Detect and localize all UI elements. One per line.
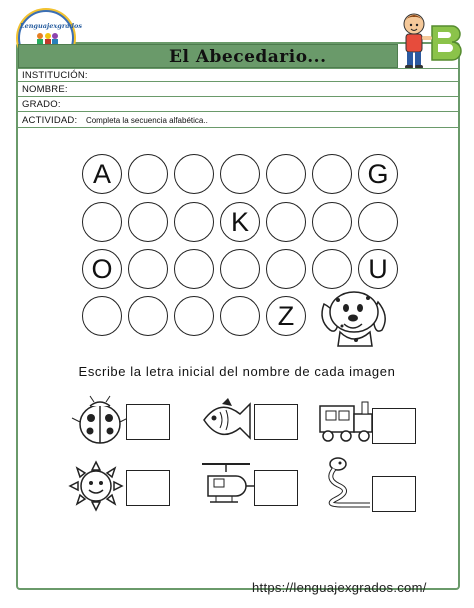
field-grado[interactable] bbox=[18, 98, 458, 112]
letter-circle[interactable] bbox=[174, 249, 214, 289]
letter-circle[interactable] bbox=[174, 296, 214, 336]
letter-circle[interactable] bbox=[174, 154, 214, 194]
letter-circle[interactable] bbox=[82, 202, 122, 242]
letter-circle-z[interactable]: Z bbox=[266, 296, 306, 336]
instruction-text: Escribe la letra inicial del nombre de cada imagen bbox=[78, 364, 396, 379]
answer-box-train[interactable] bbox=[372, 408, 416, 444]
letter-circle[interactable] bbox=[128, 249, 168, 289]
answer-box-snake[interactable] bbox=[372, 476, 416, 512]
page-title: El Abecedario... bbox=[169, 47, 327, 67]
field-value: Completa la secuencia alfabética.. bbox=[85, 116, 208, 125]
answer-box-helicopter[interactable] bbox=[254, 470, 298, 506]
letter-circle[interactable] bbox=[358, 202, 398, 242]
field-label: ACTIVIDAD: bbox=[22, 115, 78, 126]
letter-circle[interactable] bbox=[174, 202, 214, 242]
letter-circle[interactable] bbox=[266, 154, 306, 194]
letter-circle[interactable] bbox=[266, 249, 306, 289]
fish-icon bbox=[196, 394, 256, 446]
letter-circle[interactable] bbox=[128, 296, 168, 336]
letter-circle-g[interactable]: G bbox=[358, 154, 398, 194]
answer-box-ladybug[interactable] bbox=[126, 404, 170, 440]
letter-circle[interactable] bbox=[128, 202, 168, 242]
ladybug-icon bbox=[70, 394, 130, 446]
helicopter-icon bbox=[196, 458, 256, 510]
letter-circle-o[interactable]: O bbox=[82, 249, 122, 289]
letter-circle[interactable] bbox=[266, 202, 306, 242]
train-icon bbox=[316, 392, 376, 444]
letter-circle[interactable] bbox=[82, 296, 122, 336]
letter-circle[interactable] bbox=[220, 154, 260, 194]
letter-circle[interactable] bbox=[312, 154, 352, 194]
field-label: GRADO: bbox=[22, 99, 61, 110]
field-label: NOMBRE: bbox=[22, 84, 68, 95]
site-url-link[interactable]: https://lenguajexgrados.com/ bbox=[252, 580, 427, 595]
letter-circle-a[interactable]: A bbox=[82, 154, 122, 194]
letter-circle[interactable] bbox=[312, 202, 352, 242]
letter-circle[interactable] bbox=[220, 296, 260, 336]
answer-box-sun[interactable] bbox=[126, 470, 170, 506]
field-label: INSTITUCIÓN: bbox=[22, 70, 88, 81]
dog-icon bbox=[316, 284, 396, 348]
letter-circle-k[interactable]: K bbox=[220, 202, 260, 242]
letter-circle[interactable] bbox=[312, 249, 352, 289]
sun-icon bbox=[66, 460, 126, 512]
letter-circle-u[interactable]: U bbox=[358, 249, 398, 289]
boy-mascot-icon bbox=[398, 8, 460, 72]
logo-brand-text: Lenguajexgrados bbox=[20, 22, 82, 30]
field-nombre[interactable] bbox=[18, 83, 458, 97]
title-bar bbox=[18, 44, 398, 68]
letter-circle[interactable] bbox=[220, 249, 260, 289]
answer-box-fish[interactable] bbox=[254, 404, 298, 440]
field-institucion[interactable] bbox=[18, 68, 458, 82]
field-actividad bbox=[18, 114, 458, 128]
snake-icon bbox=[316, 456, 376, 508]
letter-circle[interactable] bbox=[128, 154, 168, 194]
